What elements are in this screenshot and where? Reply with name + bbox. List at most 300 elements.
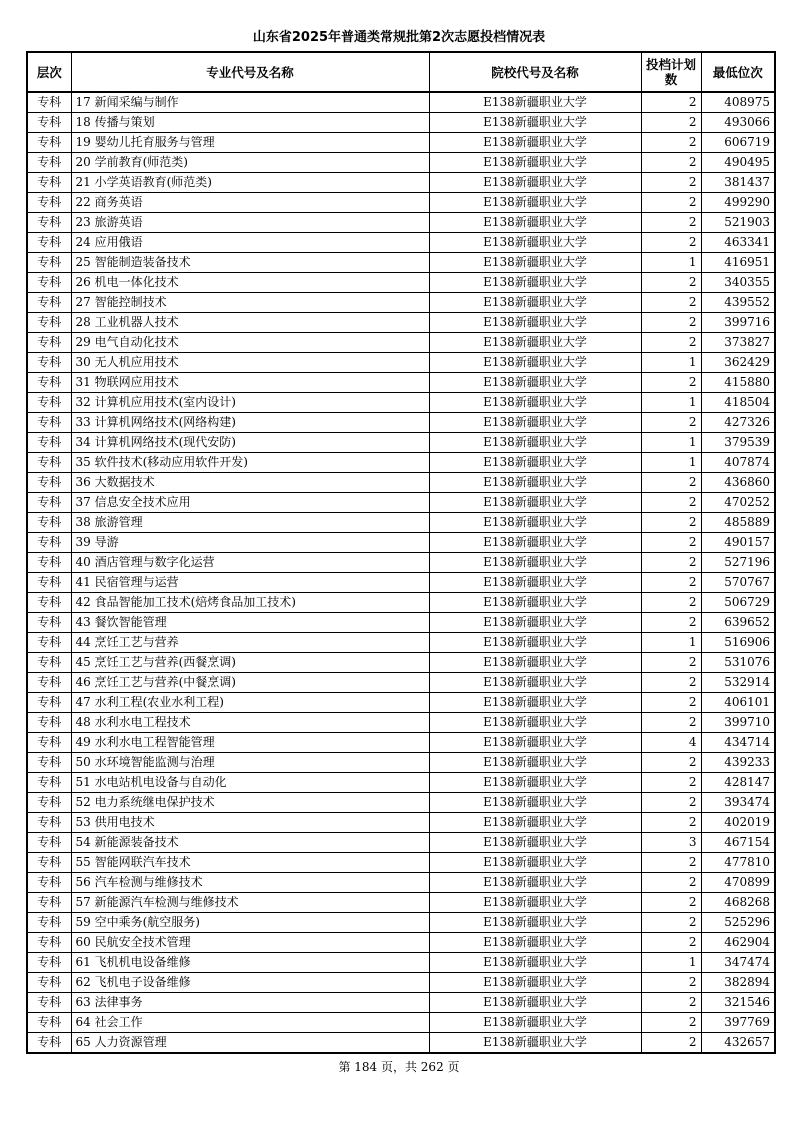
- table-row: [27, 653, 775, 673]
- table-row: [27, 953, 775, 973]
- cell-major: 62 飞机电子设备维修: [71, 973, 429, 993]
- cell-school: E138新疆职业大学: [429, 473, 641, 493]
- header-school: 院校代号及名称: [429, 52, 641, 92]
- cell-school: E138新疆职业大学: [429, 313, 641, 333]
- cell-major: 25 智能制造装备技术: [71, 253, 429, 273]
- cell-major: 49 水利水电工程智能管理: [71, 733, 429, 753]
- cell-rank: 470899: [701, 873, 775, 893]
- cell-school: E138新疆职业大学: [429, 713, 641, 733]
- table-row: [27, 213, 775, 233]
- table-row: [27, 713, 775, 733]
- cell-major: 64 社会工作: [71, 1013, 429, 1033]
- cell-plan: 2: [641, 413, 701, 433]
- cell-level: 专科: [27, 533, 71, 553]
- cell-plan: 2: [641, 933, 701, 953]
- cell-school: E138新疆职业大学: [429, 653, 641, 673]
- cell-rank: 606719: [701, 133, 775, 153]
- cell-major: 46 烹饪工艺与营养(中餐烹调): [71, 673, 429, 693]
- cell-plan: 2: [641, 573, 701, 593]
- cell-level: 专科: [27, 933, 71, 953]
- cell-major: 54 新能源装备技术: [71, 833, 429, 853]
- cell-school: E138新疆职业大学: [429, 353, 641, 373]
- table-row: [27, 273, 775, 293]
- cell-major: 29 电气自动化技术: [71, 333, 429, 353]
- cell-rank: 532914: [701, 673, 775, 693]
- table-row: [27, 833, 775, 853]
- cell-major: 48 水利水电工程技术: [71, 713, 429, 733]
- cell-plan: 1: [641, 433, 701, 453]
- cell-plan: 2: [641, 713, 701, 733]
- cell-rank: 340355: [701, 273, 775, 293]
- cell-plan: 2: [641, 213, 701, 233]
- cell-plan: 2: [641, 533, 701, 553]
- cell-level: 专科: [27, 233, 71, 253]
- cell-level: 专科: [27, 153, 71, 173]
- cell-major: 24 应用俄语: [71, 233, 429, 253]
- cell-rank: 399716: [701, 313, 775, 333]
- cell-school: E138新疆职业大学: [429, 113, 641, 133]
- cell-major: 38 旅游管理: [71, 513, 429, 533]
- cell-school: E138新疆职业大学: [429, 733, 641, 753]
- cell-level: 专科: [27, 773, 71, 793]
- cell-major: 60 民航安全技术管理: [71, 933, 429, 953]
- cell-plan: 2: [641, 92, 701, 113]
- cell-rank: 379539: [701, 433, 775, 453]
- cell-school: E138新疆职业大学: [429, 413, 641, 433]
- cell-plan: 3: [641, 833, 701, 853]
- cell-major: 63 法律事务: [71, 993, 429, 1013]
- cell-level: 专科: [27, 953, 71, 973]
- cell-plan: 2: [641, 893, 701, 913]
- header-level: 层次: [27, 52, 71, 92]
- cell-school: E138新疆职业大学: [429, 873, 641, 893]
- cell-school: E138新疆职业大学: [429, 193, 641, 213]
- cell-major: 55 智能网联汽车技术: [71, 853, 429, 873]
- cell-level: 专科: [27, 813, 71, 833]
- cell-school: E138新疆职业大学: [429, 833, 641, 853]
- cell-school: E138新疆职业大学: [429, 573, 641, 593]
- cell-rank: 399710: [701, 713, 775, 733]
- table-row: [27, 433, 775, 453]
- cell-level: 专科: [27, 993, 71, 1013]
- cell-level: 专科: [27, 1033, 71, 1054]
- cell-level: 专科: [27, 873, 71, 893]
- cell-school: E138新疆职业大学: [429, 393, 641, 413]
- cell-school: E138新疆职业大学: [429, 913, 641, 933]
- cell-level: 专科: [27, 433, 71, 453]
- table-row: [27, 913, 775, 933]
- cell-school: E138新疆职业大学: [429, 1033, 641, 1054]
- cell-rank: 485889: [701, 513, 775, 533]
- cell-rank: 434714: [701, 733, 775, 753]
- cell-plan: 2: [641, 473, 701, 493]
- cell-level: 专科: [27, 273, 71, 293]
- cell-level: 专科: [27, 893, 71, 913]
- table-row: [27, 873, 775, 893]
- cell-rank: 415880: [701, 373, 775, 393]
- cell-level: 专科: [27, 613, 71, 633]
- cell-plan: 2: [641, 1013, 701, 1033]
- cell-major: 40 酒店管理与数字化运营: [71, 553, 429, 573]
- cell-rank: 347474: [701, 953, 775, 973]
- table-row: [27, 793, 775, 813]
- cell-plan: 2: [641, 793, 701, 813]
- table-row: [27, 393, 775, 413]
- cell-major: 44 烹饪工艺与营养: [71, 633, 429, 653]
- cell-level: 专科: [27, 1013, 71, 1033]
- cell-rank: 521903: [701, 213, 775, 233]
- cell-level: 专科: [27, 373, 71, 393]
- cell-rank: 470252: [701, 493, 775, 513]
- table-header-row: [27, 52, 775, 92]
- cell-rank: 477810: [701, 853, 775, 873]
- table-row: [27, 473, 775, 493]
- cell-level: 专科: [27, 973, 71, 993]
- cell-rank: 516906: [701, 633, 775, 653]
- cell-major: 33 计算机网络技术(网络构建): [71, 413, 429, 433]
- cell-major: 37 信息安全技术应用: [71, 493, 429, 513]
- cell-major: 31 物联网应用技术: [71, 373, 429, 393]
- cell-level: 专科: [27, 293, 71, 313]
- cell-major: 32 计算机应用技术(室内设计): [71, 393, 429, 413]
- cell-rank: 439552: [701, 293, 775, 313]
- cell-level: 专科: [27, 593, 71, 613]
- cell-school: E138新疆职业大学: [429, 993, 641, 1013]
- cell-plan: 2: [641, 1033, 701, 1054]
- cell-school: E138新疆职业大学: [429, 213, 641, 233]
- cell-major: 28 工业机器人技术: [71, 313, 429, 333]
- cell-major: 43 餐饮智能管理: [71, 613, 429, 633]
- cell-major: 34 计算机网络技术(现代安防): [71, 433, 429, 453]
- cell-plan: 2: [641, 993, 701, 1013]
- cell-rank: 490495: [701, 153, 775, 173]
- cell-plan: 2: [641, 673, 701, 693]
- cell-plan: 2: [641, 593, 701, 613]
- cell-plan: 1: [641, 253, 701, 273]
- cell-level: 专科: [27, 493, 71, 513]
- cell-school: E138新疆职业大学: [429, 513, 641, 533]
- table-row: [27, 933, 775, 953]
- cell-school: E138新疆职业大学: [429, 853, 641, 873]
- cell-plan: 1: [641, 953, 701, 973]
- cell-school: E138新疆职业大学: [429, 693, 641, 713]
- cell-level: 专科: [27, 913, 71, 933]
- header-plan-line1: 投档计划: [645, 57, 696, 72]
- cell-plan: 2: [641, 853, 701, 873]
- page-footer: 第 184 页，共 262 页: [338, 1060, 460, 1074]
- cell-level: 专科: [27, 393, 71, 413]
- cell-school: E138新疆职业大学: [429, 253, 641, 273]
- table-row: [27, 173, 775, 193]
- cell-school: E138新疆职业大学: [429, 813, 641, 833]
- cell-level: 专科: [27, 693, 71, 713]
- cell-school: E138新疆职业大学: [429, 153, 641, 173]
- cell-rank: 373827: [701, 333, 775, 353]
- cell-major: 35 软件技术(移动应用软件开发): [71, 453, 429, 473]
- cell-plan: 1: [641, 393, 701, 413]
- cell-plan: 2: [641, 333, 701, 353]
- cell-school: E138新疆职业大学: [429, 1013, 641, 1033]
- table-body: [27, 92, 775, 1053]
- cell-plan: 2: [641, 493, 701, 513]
- table-row: [27, 153, 775, 173]
- table-row: [27, 813, 775, 833]
- table-row: [27, 973, 775, 993]
- table-row: [27, 573, 775, 593]
- cell-plan: 2: [641, 653, 701, 673]
- cell-rank: 406101: [701, 693, 775, 713]
- table-row: [27, 533, 775, 553]
- cell-rank: 436860: [701, 473, 775, 493]
- cell-level: 专科: [27, 92, 71, 113]
- cell-school: E138新疆职业大学: [429, 493, 641, 513]
- cell-level: 专科: [27, 133, 71, 153]
- cell-school: E138新疆职业大学: [429, 173, 641, 193]
- cell-major: 50 水环境智能监测与治理: [71, 753, 429, 773]
- cell-school: E138新疆职业大学: [429, 333, 641, 353]
- cell-rank: 439233: [701, 753, 775, 773]
- cell-level: 专科: [27, 353, 71, 373]
- table-row: [27, 113, 775, 133]
- cell-school: E138新疆职业大学: [429, 593, 641, 613]
- cell-school: E138新疆职业大学: [429, 433, 641, 453]
- cell-school: E138新疆职业大学: [429, 973, 641, 993]
- cell-plan: 2: [641, 193, 701, 213]
- table-row: [27, 513, 775, 533]
- cell-major: 27 智能控制技术: [71, 293, 429, 313]
- cell-school: E138新疆职业大学: [429, 793, 641, 813]
- cell-major: 21 小学英语教育(师范类): [71, 173, 429, 193]
- cell-plan: 2: [641, 313, 701, 333]
- cell-level: 专科: [27, 853, 71, 873]
- cell-plan: 2: [641, 133, 701, 153]
- cell-plan: 1: [641, 453, 701, 473]
- cell-major: 30 无人机应用技术: [71, 353, 429, 373]
- table-row: [27, 553, 775, 573]
- table-row: [27, 993, 775, 1013]
- cell-major: 42 食品智能加工技术(焙烤食品加工技术): [71, 593, 429, 613]
- cell-rank: 418504: [701, 393, 775, 413]
- cell-school: E138新疆职业大学: [429, 453, 641, 473]
- table-row: [27, 773, 775, 793]
- cell-rank: 639652: [701, 613, 775, 633]
- table-row: [27, 293, 775, 313]
- cell-school: E138新疆职业大学: [429, 533, 641, 553]
- cell-rank: 467154: [701, 833, 775, 853]
- cell-rank: 432657: [701, 1033, 775, 1054]
- cell-level: 专科: [27, 173, 71, 193]
- table-row: [27, 733, 775, 753]
- header-plan-line2: 数: [664, 72, 678, 87]
- table-row: [27, 1033, 775, 1054]
- cell-major: 57 新能源汽车检测与维修技术: [71, 893, 429, 913]
- cell-plan: 2: [641, 873, 701, 893]
- cell-plan: 2: [641, 513, 701, 533]
- cell-major: 18 传播与策划: [71, 113, 429, 133]
- cell-level: 专科: [27, 413, 71, 433]
- cell-major: 22 商务英语: [71, 193, 429, 213]
- cell-level: 专科: [27, 573, 71, 593]
- cell-rank: 506729: [701, 593, 775, 613]
- cell-major: 61 飞机机电设备维修: [71, 953, 429, 973]
- cell-major: 53 供用电技术: [71, 813, 429, 833]
- cell-level: 专科: [27, 253, 71, 273]
- cell-rank: 407874: [701, 453, 775, 473]
- table-row: [27, 333, 775, 353]
- table-row: [27, 753, 775, 773]
- cell-school: E138新疆职业大学: [429, 373, 641, 393]
- table-row: [27, 92, 775, 113]
- cell-school: E138新疆职业大学: [429, 553, 641, 573]
- cell-rank: 463341: [701, 233, 775, 253]
- table-row: [27, 693, 775, 713]
- cell-major: 39 导游: [71, 533, 429, 553]
- cell-level: 专科: [27, 193, 71, 213]
- table-row: [27, 593, 775, 613]
- cell-level: 专科: [27, 793, 71, 813]
- cell-level: 专科: [27, 453, 71, 473]
- cell-major: 45 烹饪工艺与营养(西餐烹调): [71, 653, 429, 673]
- cell-school: E138新疆职业大学: [429, 893, 641, 913]
- cell-rank: 531076: [701, 653, 775, 673]
- cell-level: 专科: [27, 333, 71, 353]
- header-plan: [641, 52, 701, 92]
- cell-level: 专科: [27, 553, 71, 573]
- cell-plan: 2: [641, 973, 701, 993]
- cell-rank: 527196: [701, 553, 775, 573]
- cell-school: E138新疆职业大学: [429, 613, 641, 633]
- cell-school: E138新疆职业大学: [429, 953, 641, 973]
- cell-rank: 321546: [701, 993, 775, 1013]
- cell-plan: 2: [641, 113, 701, 133]
- cell-school: E138新疆职业大学: [429, 773, 641, 793]
- cell-major: 41 民宿管理与运营: [71, 573, 429, 593]
- cell-school: E138新疆职业大学: [429, 293, 641, 313]
- cell-rank: 397769: [701, 1013, 775, 1033]
- table-row: [27, 233, 775, 253]
- header-rank: 最低位次: [701, 52, 775, 92]
- table-row: [27, 413, 775, 433]
- table-row: [27, 133, 775, 153]
- table-row: [27, 373, 775, 393]
- cell-rank: 490157: [701, 533, 775, 553]
- admission-table: [26, 51, 776, 1054]
- table-row: [27, 853, 775, 873]
- cell-plan: 2: [641, 693, 701, 713]
- cell-school: E138新疆职业大学: [429, 673, 641, 693]
- cell-level: 专科: [27, 313, 71, 333]
- cell-plan: 2: [641, 813, 701, 833]
- cell-rank: 362429: [701, 353, 775, 373]
- table-row: [27, 1013, 775, 1033]
- page-title: 山东省2025年普通类常规批第2次志愿投档情况表: [252, 30, 546, 45]
- table-row: [27, 493, 775, 513]
- cell-level: 专科: [27, 833, 71, 853]
- cell-plan: 2: [641, 753, 701, 773]
- cell-level: 专科: [27, 213, 71, 233]
- cell-level: 专科: [27, 633, 71, 653]
- cell-rank: 408975: [701, 92, 775, 113]
- cell-school: E138新疆职业大学: [429, 92, 641, 113]
- cell-level: 专科: [27, 733, 71, 753]
- cell-major: 19 婴幼儿托育服务与管理: [71, 133, 429, 153]
- cell-school: E138新疆职业大学: [429, 273, 641, 293]
- table-row: [27, 253, 775, 273]
- table-row: [27, 353, 775, 373]
- cell-level: 专科: [27, 713, 71, 733]
- cell-rank: 462904: [701, 933, 775, 953]
- table-row: [27, 673, 775, 693]
- cell-rank: 427326: [701, 413, 775, 433]
- cell-school: E138新疆职业大学: [429, 933, 641, 953]
- cell-plan: 4: [641, 733, 701, 753]
- cell-plan: 1: [641, 353, 701, 373]
- cell-major: 23 旅游英语: [71, 213, 429, 233]
- cell-rank: 416951: [701, 253, 775, 273]
- cell-major: 65 人力资源管理: [71, 1033, 429, 1054]
- cell-level: 专科: [27, 653, 71, 673]
- cell-major: 17 新闻采编与制作: [71, 92, 429, 113]
- cell-rank: 468268: [701, 893, 775, 913]
- cell-level: 专科: [27, 753, 71, 773]
- cell-rank: 570767: [701, 573, 775, 593]
- table-row: [27, 633, 775, 653]
- cell-rank: 381437: [701, 173, 775, 193]
- cell-major: 56 汽车检测与维修技术: [71, 873, 429, 893]
- cell-level: 专科: [27, 473, 71, 493]
- cell-plan: 2: [641, 293, 701, 313]
- cell-rank: 499290: [701, 193, 775, 213]
- cell-rank: 382894: [701, 973, 775, 993]
- cell-rank: 402019: [701, 813, 775, 833]
- table-row: [27, 193, 775, 213]
- cell-plan: 2: [641, 773, 701, 793]
- cell-plan: 1: [641, 633, 701, 653]
- cell-rank: 493066: [701, 113, 775, 133]
- cell-school: E138新疆职业大学: [429, 633, 641, 653]
- cell-level: 专科: [27, 673, 71, 693]
- cell-plan: 2: [641, 153, 701, 173]
- cell-plan: 2: [641, 553, 701, 573]
- cell-plan: 2: [641, 913, 701, 933]
- cell-level: 专科: [27, 113, 71, 133]
- cell-rank: 428147: [701, 773, 775, 793]
- cell-rank: 393474: [701, 793, 775, 813]
- table-row: [27, 893, 775, 913]
- cell-plan: 2: [641, 613, 701, 633]
- cell-level: 专科: [27, 513, 71, 533]
- table-row: [27, 313, 775, 333]
- cell-major: 26 机电一体化技术: [71, 273, 429, 293]
- cell-plan: 2: [641, 273, 701, 293]
- table-row: [27, 613, 775, 633]
- cell-school: E138新疆职业大学: [429, 233, 641, 253]
- cell-school: E138新疆职业大学: [429, 753, 641, 773]
- cell-major: 20 学前教育(师范类): [71, 153, 429, 173]
- cell-rank: 525296: [701, 913, 775, 933]
- cell-major: 59 空中乘务(航空服务): [71, 913, 429, 933]
- cell-plan: 2: [641, 233, 701, 253]
- cell-major: 36 大数据技术: [71, 473, 429, 493]
- table-row: [27, 453, 775, 473]
- cell-major: 51 水电站机电设备与自动化: [71, 773, 429, 793]
- header-major: 专业代号及名称: [71, 52, 429, 92]
- cell-plan: 2: [641, 373, 701, 393]
- cell-major: 47 水利工程(农业水利工程): [71, 693, 429, 713]
- cell-major: 52 电力系统继电保护技术: [71, 793, 429, 813]
- cell-school: E138新疆职业大学: [429, 133, 641, 153]
- cell-plan: 2: [641, 173, 701, 193]
